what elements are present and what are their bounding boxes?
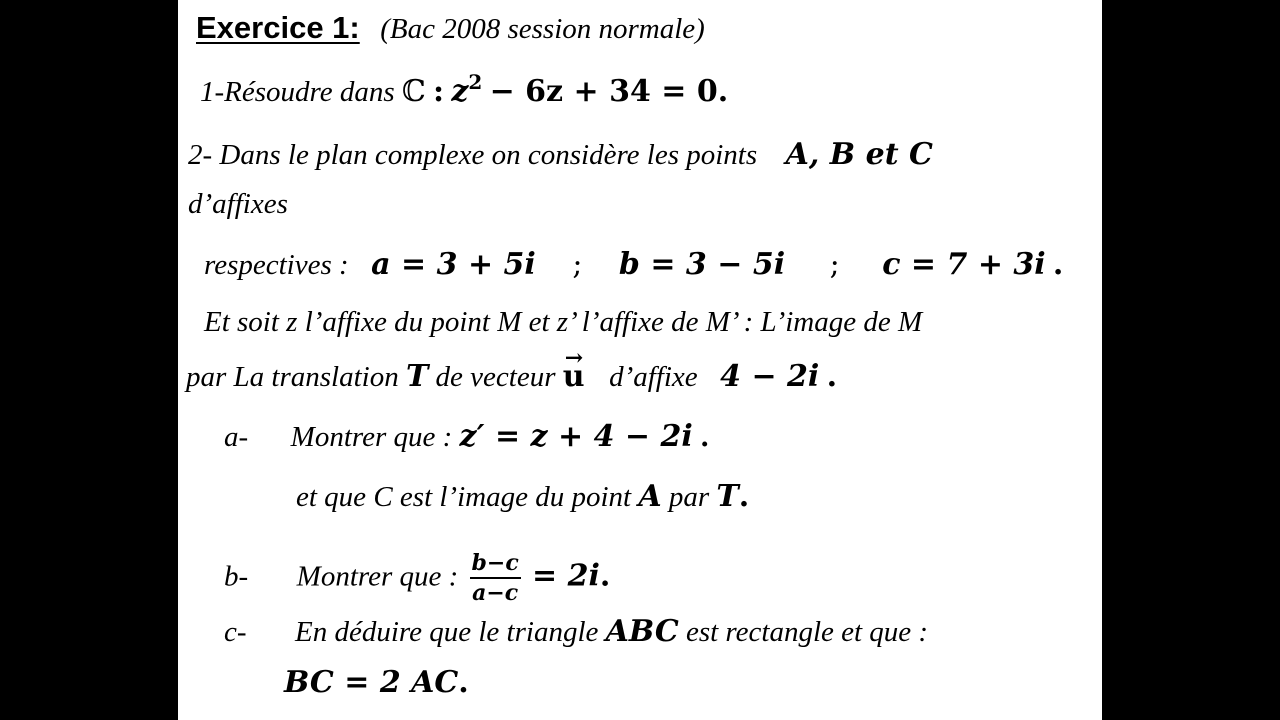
question-2-text: 2- Dans le plan complexe on considère les points	[188, 139, 758, 171]
colon: :	[433, 74, 445, 109]
equation-rest: − 6z + 34 = 0	[489, 74, 718, 109]
question-2-affixes	[204, 247, 1064, 282]
question-c-text-2: est rectangle et que :	[685, 616, 929, 648]
affixe-word: d’affixe	[609, 361, 698, 393]
respectives-label: respectives :	[204, 249, 349, 281]
question-1	[200, 70, 729, 109]
points-abc: A, B et C	[785, 137, 933, 172]
translation-formula: z′ = z + 4 − 2i	[459, 419, 693, 454]
affix-c: c = 7 + 3i	[882, 247, 1046, 282]
question-a-text: Montrer que :	[290, 421, 453, 453]
fraction-result: = 2i	[532, 558, 600, 594]
question-3-line-2	[186, 359, 838, 394]
point-A: A	[638, 479, 662, 514]
fraction-denominator: a−c	[472, 580, 519, 607]
exercise-header	[196, 12, 705, 44]
period: .	[1052, 247, 1064, 282]
question-b	[224, 552, 610, 605]
conclusion-line	[284, 665, 469, 700]
question-b-text: Montrer que :	[296, 560, 459, 593]
translation-T: T	[405, 359, 429, 394]
translation-intro: Et soit z l’affixe du point M et z’ l’affixe de M’ : L’image de M	[204, 306, 923, 338]
fraction-numerator: b−c	[470, 552, 521, 579]
translation-T-ref: T	[716, 479, 739, 514]
triangle-abc: ABC	[605, 614, 679, 649]
vector-u: → u	[563, 362, 585, 392]
question-2-line-1	[188, 137, 933, 172]
exercise-sheet	[178, 0, 1102, 720]
question-c-text: En déduire que le triangle	[295, 616, 599, 648]
separator-1: ;	[572, 247, 583, 282]
period: .	[458, 665, 469, 700]
question-b-label: b-	[224, 560, 249, 593]
equation-variable: z	[451, 74, 469, 109]
period: .	[717, 74, 729, 109]
question-c	[224, 614, 929, 649]
affix-b: b = 3 − 5i	[618, 247, 786, 282]
exercise-title: Exercice 1:	[196, 10, 360, 45]
par-word: par	[668, 481, 710, 513]
separator-2: ;	[829, 247, 840, 282]
question-a	[224, 419, 710, 454]
vector-affix: 4 − 2i	[720, 359, 820, 394]
question-1-text: 1-Résoudre dans	[200, 76, 395, 108]
question-a-label: a-	[224, 421, 249, 453]
fraction	[470, 552, 521, 605]
exam-source: (Bac 2008 session normale)	[380, 13, 705, 45]
period: .	[826, 359, 838, 394]
conclusion-equation: BC = 2 AC	[284, 665, 459, 700]
and-that-text: et que	[296, 481, 367, 513]
affix-a: a = 3 + 5i	[371, 247, 536, 282]
vector-text: de vecteur	[435, 361, 556, 393]
period: .	[599, 558, 611, 594]
image-text: est l’image du point	[399, 481, 632, 513]
affixes-word: d’affixes	[188, 188, 288, 220]
period: .	[738, 479, 750, 514]
question-c-label: c-	[224, 616, 247, 648]
question-a-line-2	[296, 479, 750, 514]
equation-exponent: 2	[468, 70, 483, 94]
translation-text: par La translation	[186, 361, 399, 393]
question-2-line-2	[188, 190, 288, 219]
question-3-line-1	[204, 308, 922, 337]
complex-set-symbol: ℂ	[401, 74, 426, 109]
period: .	[700, 422, 710, 453]
point-C: C	[373, 481, 393, 513]
